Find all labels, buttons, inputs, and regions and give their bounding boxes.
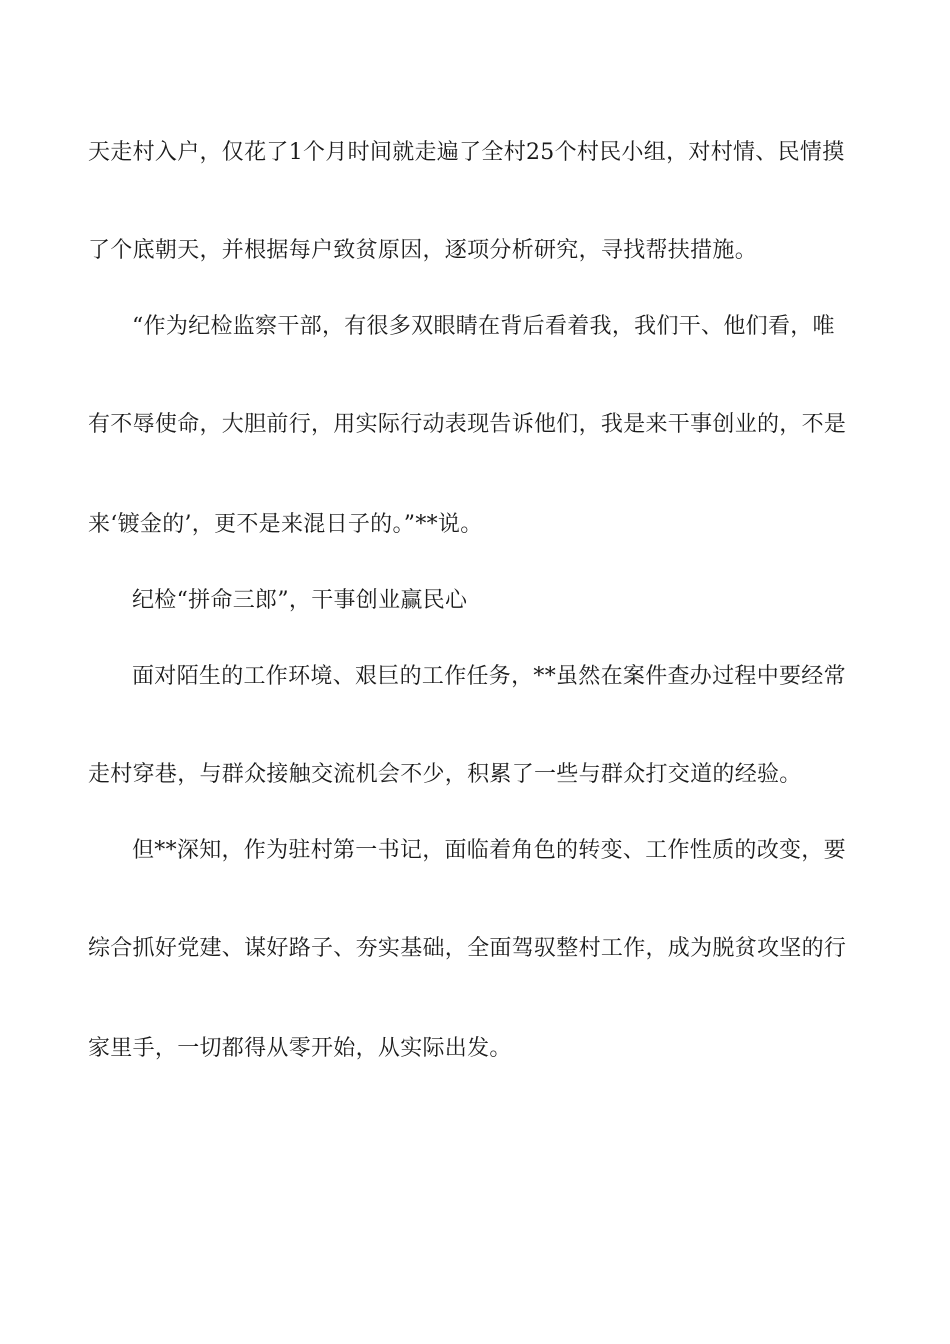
paragraph-line: “作为纪检监察干部，有很多双眼睛在背后看着我，我们干、他们看，唯	[132, 314, 835, 339]
section-heading: 纪检“拼命三郎”，干事创业赢民心	[132, 588, 468, 613]
paragraph-line: 来‘镀金的’，更不是来混日子的。”**说。	[88, 512, 483, 537]
paragraph-line: 走村穿巷，与群众接触交流机会不少，积累了一些与群众打交道的经验。	[88, 762, 802, 787]
paragraph-line: 天走村入户，仅花了1个月时间就走遍了全村25个村民小组，对村情、民情摸	[88, 140, 845, 165]
paragraph-line: 面对陌生的工作环境、艰巨的工作任务，**虽然在案件查办过程中要经常	[132, 664, 846, 689]
paragraph-line: 但**深知，作为驻村第一书记，面临着角色的转变、工作性质的改变，要	[132, 838, 846, 863]
paragraph-line: 了个底朝天，并根据每户致贫原因，逐项分析研究，寻找帮扶措施。	[88, 238, 758, 263]
paragraph-line: 有不辱使命，大胆前行，用实际行动表现告诉他们，我是来干事创业的，不是	[88, 412, 847, 437]
paragraph-line: 家里手，一切都得从零开始，从实际出发。	[88, 1036, 512, 1061]
paragraph-line: 综合抓好党建、谋好路子、夯实基础，全面驾驭整村工作，成为脱贫攻坚的行	[88, 936, 847, 961]
